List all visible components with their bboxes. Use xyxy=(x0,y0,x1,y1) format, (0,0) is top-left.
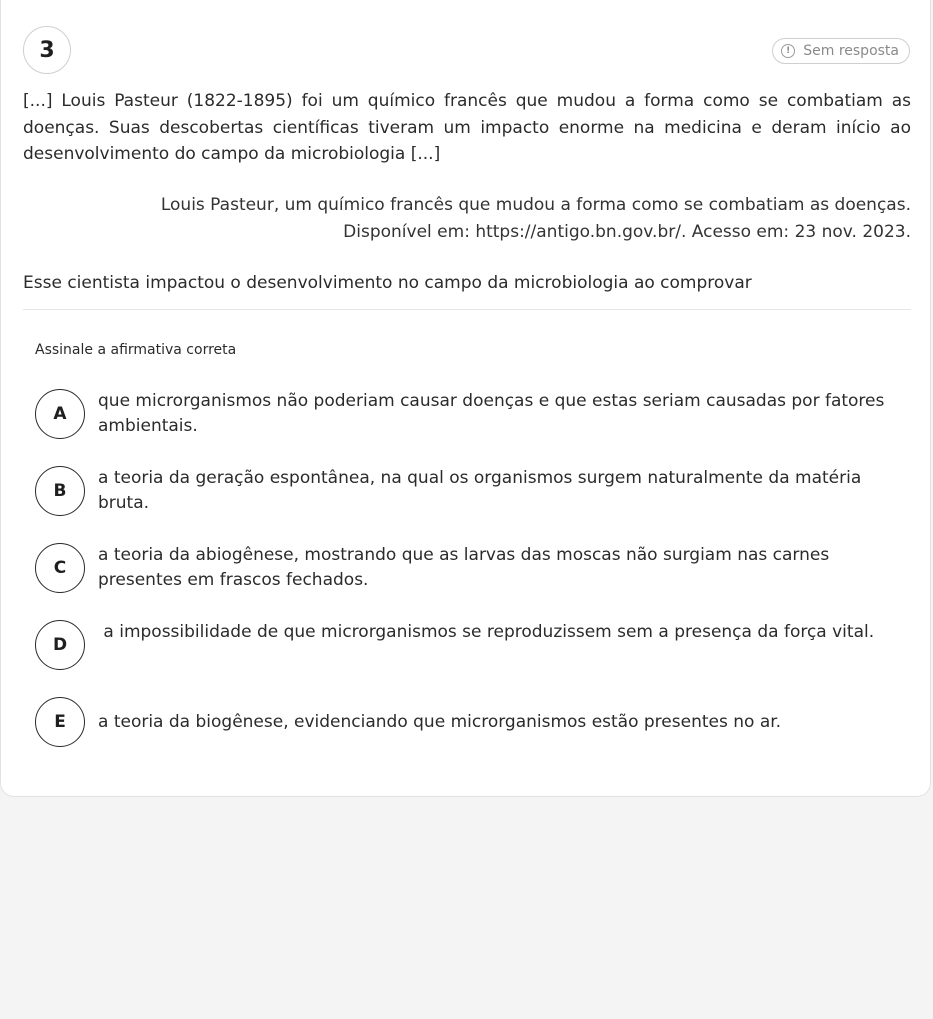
option-letter: E xyxy=(35,697,85,747)
option-text: a teoria da geração espontânea, na qual os organismos surgem naturalmente da matéria bruta. xyxy=(98,468,862,513)
option-b[interactable] xyxy=(35,466,905,516)
instruction-text: Assinale a afirmativa correta xyxy=(35,342,237,358)
option-a[interactable] xyxy=(35,389,905,439)
divider xyxy=(23,309,911,310)
option-letter: B xyxy=(35,466,85,516)
option-letter: C xyxy=(35,543,85,593)
info-icon: ! xyxy=(781,44,795,58)
source-title: Louis Pasteur, um químico francês que mudou a forma como se combatiam as doenças. xyxy=(160,195,911,215)
source-availability: Disponível em: https://antigo.bn.gov.br/. Acesso em: 23 nov. 2023. xyxy=(343,222,911,242)
option-letter: D xyxy=(35,620,85,670)
option-text: a impossibilidade de que microrganismos se reproduzissem sem a presença da força vital. xyxy=(98,622,875,642)
option-text: a teoria da abiogênese, mostrando que as larvas das moscas não surgiam nas carnes presentes em frascos fechados. xyxy=(98,545,830,590)
question-number: 3 xyxy=(23,26,71,74)
option-d[interactable] xyxy=(35,620,905,670)
option-text: que microrganismos não poderiam causar doenças e que estas seriam causadas por fatores ambientais. xyxy=(98,391,885,436)
option-letter: A xyxy=(35,389,85,439)
status-badge xyxy=(772,38,910,64)
option-e[interactable] xyxy=(35,697,905,747)
option-c[interactable] xyxy=(35,543,905,593)
status-label: Sem resposta xyxy=(803,43,899,59)
source-citation xyxy=(61,192,911,246)
question-stem: Esse cientista impactou o desenvolvimento no campo da microbiologia ao comprovar xyxy=(23,273,752,293)
option-text: a teoria da biogênese, evidenciando que microrganismos estão presentes no ar. xyxy=(98,712,782,732)
text-excerpt: [...] Louis Pasteur (1822-1895) foi um químico francês que mudou a forma como se combatiam as doenças. Suas descobertas científicas tiveram um impacto enorme na medicina e deram início ao desenvolvimento do campo da microbiologia [...] xyxy=(23,91,911,164)
